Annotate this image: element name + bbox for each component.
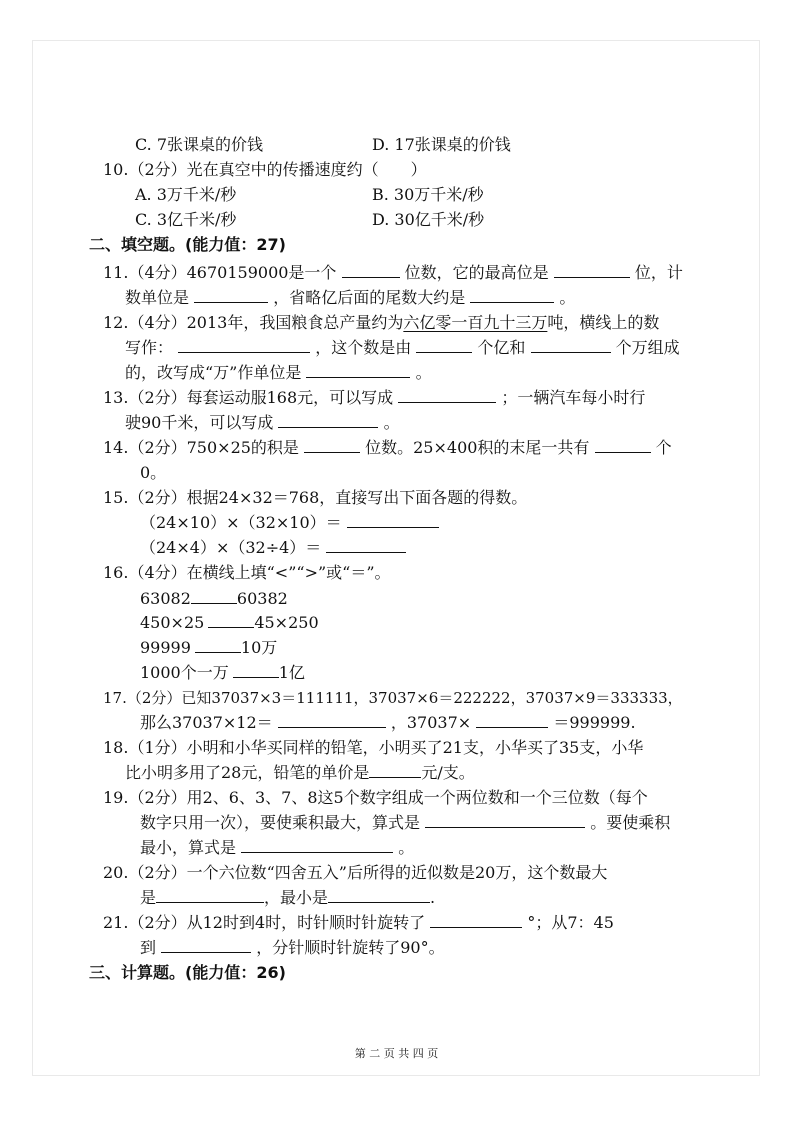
q12-text: 个亿和	[477, 338, 526, 357]
q13-line-2	[125, 412, 400, 434]
q21-text: 21.（2分）从12时到4时，时针顺时针旋转了	[103, 913, 426, 932]
q16-stem: 16.（4分）在横线上填“<”“>”或“＝”。	[103, 563, 391, 582]
q15-text: （24×10）×（32×10）＝	[140, 513, 342, 532]
q11-blank-highest-place[interactable]	[554, 262, 630, 278]
q18-text: 比小明多用了28元，铅笔的单价是	[125, 763, 370, 782]
q12-line-1	[103, 312, 659, 334]
q16-left: 99999	[140, 638, 191, 657]
q16-right: 45×250	[254, 613, 319, 632]
q17-line-2	[140, 712, 636, 734]
q16-row-4	[140, 662, 305, 684]
q15-expr-2	[140, 537, 406, 559]
q16-blank-1[interactable]	[191, 588, 237, 604]
q12-text: 12.（4分）2013年，我国粮食总产量约为	[103, 313, 404, 332]
q15-blank-1[interactable]	[347, 512, 439, 528]
q20-line-2	[140, 887, 435, 909]
q14-text: 14.（2分）750×25的积是	[103, 438, 299, 457]
q11-line-1	[103, 262, 683, 284]
q17-blank-1[interactable]	[278, 712, 386, 728]
q11-text: 。	[559, 288, 576, 307]
q12-underlined-number: 六亿零一百九十三万	[403, 313, 548, 332]
q9-option-c: C. 7张课桌的价钱	[135, 135, 264, 154]
q11-text: 位数，它的最高位是	[404, 263, 549, 282]
q18-line-1: 18.（1分）小明和小华买同样的铅笔，小明买了21支，小华买了35支，小华	[103, 738, 644, 757]
q10-option-a: A. 3万千米/秒	[135, 185, 237, 204]
q18-line-2	[125, 762, 475, 784]
q16-row-2	[140, 612, 319, 634]
q10-option-d: D. 30亿千米/秒	[372, 210, 485, 229]
q21-blank-angle[interactable]	[430, 912, 522, 928]
q14-blank-digits[interactable]	[304, 437, 360, 453]
q19-text: 最小，算式是	[140, 838, 237, 857]
q21-line-1	[103, 912, 614, 934]
q21-text: ，分针顺时针旋转了90°。	[256, 938, 445, 957]
q10-stem: 10.（2分）光在真空中的传播速度约（ ）	[103, 160, 427, 179]
q19-line-3	[140, 837, 414, 859]
q17-line-1: 17.（2分）已知37037×3＝111111，37037×6＝222222，37037×9＝333333，	[103, 689, 683, 707]
q18-text: 元/支。	[421, 763, 475, 782]
q13-blank-price[interactable]	[398, 387, 496, 403]
q19-line-1: 19.（2分）用2、6、3、7、8这5个数字组成一个两位数和一个三位数（每个	[103, 788, 648, 807]
q19-blank-min[interactable]	[241, 837, 393, 853]
q17-text: ＝999999.	[553, 713, 636, 732]
q12-text: 吨，横线上的数	[547, 313, 660, 332]
q12-blank-rewrite[interactable]	[306, 362, 410, 378]
q19-line-2	[140, 812, 670, 834]
q20-text: 是	[140, 888, 157, 907]
q15-stem: 15.（2分）根据24×32＝768，直接写出下面各题的得数。	[103, 488, 528, 507]
q11-blank-unit[interactable]	[194, 287, 268, 303]
q16-right: 1亿	[278, 663, 305, 682]
q14-line-2: 0。	[140, 463, 167, 482]
q13-blank-speed[interactable]	[278, 412, 378, 428]
q17-blank-2[interactable]	[476, 712, 548, 728]
q11-blank-digits[interactable]	[342, 262, 400, 278]
q19-text: 。	[398, 838, 415, 857]
q16-blank-3[interactable]	[195, 637, 241, 653]
q12-blank-yi[interactable]	[416, 337, 472, 353]
q16-row-1	[140, 588, 288, 610]
q16-left: 450×25	[140, 613, 205, 632]
q21-text: 到	[140, 938, 157, 957]
q16-blank-4[interactable]	[233, 662, 279, 678]
q15-blank-2[interactable]	[326, 537, 406, 553]
q13-text: 13.（2分）每套运动服168元，可以写成	[103, 388, 394, 407]
q19-text: 数字只用一次），要使乘积最大，算式是	[140, 813, 421, 832]
q19-text: 。要使乘积	[590, 813, 671, 832]
q17-text: ，37037×	[390, 713, 472, 732]
section-2-title: 二、填空题。(能力值：27)	[89, 235, 286, 254]
q13-line-1	[103, 387, 645, 409]
q14-text: 位数。25×400积的末尾一共有	[365, 438, 590, 457]
q18-blank-price[interactable]	[369, 762, 421, 778]
q16-left: 1000个一万	[140, 663, 229, 682]
q14-blank-zeros[interactable]	[595, 437, 651, 453]
q12-text: 的，改写成“万”作单位是	[125, 363, 302, 382]
q15-expr-1	[140, 512, 439, 534]
q12-text: 写作：	[125, 338, 174, 357]
q21-text: °；从7：45	[527, 913, 614, 932]
q20-blank-min[interactable]	[328, 887, 430, 903]
q11-text: 数单位是	[125, 288, 190, 307]
q16-blank-2[interactable]	[208, 612, 254, 628]
q13-text: 。	[383, 413, 400, 432]
q12-line-3	[125, 362, 432, 384]
q9-option-d: D. 17张课桌的价钱	[372, 135, 511, 154]
q16-right: 10万	[240, 638, 278, 657]
q14-line-1	[103, 437, 672, 459]
q20-text: ，最小是	[264, 888, 329, 907]
q16-row-3	[140, 637, 277, 659]
q19-blank-max[interactable]	[425, 812, 585, 828]
q16-right: 60382	[236, 589, 288, 608]
q11-blank-approx[interactable]	[470, 287, 554, 303]
q14-text: 个	[655, 438, 672, 457]
q12-text: ，这个数是由	[315, 338, 412, 357]
q13-text: 驶90千米，可以写成	[125, 413, 274, 432]
q12-blank-wan[interactable]	[531, 337, 611, 353]
q11-line-2	[125, 287, 575, 309]
q11-text: 位，计	[634, 263, 683, 282]
page-footer: 第 二 页 共 四 页	[354, 1047, 439, 1060]
q11-text: 11.（4分）4670159000是一个	[103, 263, 337, 282]
q20-text: .	[430, 888, 436, 907]
q21-blank-time[interactable]	[161, 937, 251, 953]
q13-text: ；一辆汽车每小时行	[501, 388, 646, 407]
q12-text: 。	[415, 363, 432, 382]
section-3-title: 三、计算题。(能力值：26)	[89, 963, 286, 982]
q11-text: ，省略亿后面的尾数大约是	[273, 288, 466, 307]
q20-line-1: 20.（2分）一个六位数“四舍五入”后所得的近似数是20万，这个数最大	[103, 863, 608, 882]
q16-left: 63082	[140, 589, 191, 608]
q12-blank-written[interactable]	[178, 337, 310, 353]
q10-option-c: C. 3亿千米/秒	[135, 210, 237, 229]
q12-text: 个万组成	[615, 338, 680, 357]
q21-line-2	[140, 937, 445, 959]
q12-line-2	[125, 337, 680, 359]
q17-text: 那么37037×12＝	[140, 713, 273, 732]
q10-option-b: B. 30万千米/秒	[372, 185, 484, 204]
q15-text: （24×4）×（32÷4）＝	[140, 538, 322, 557]
q20-blank-max[interactable]	[156, 887, 264, 903]
